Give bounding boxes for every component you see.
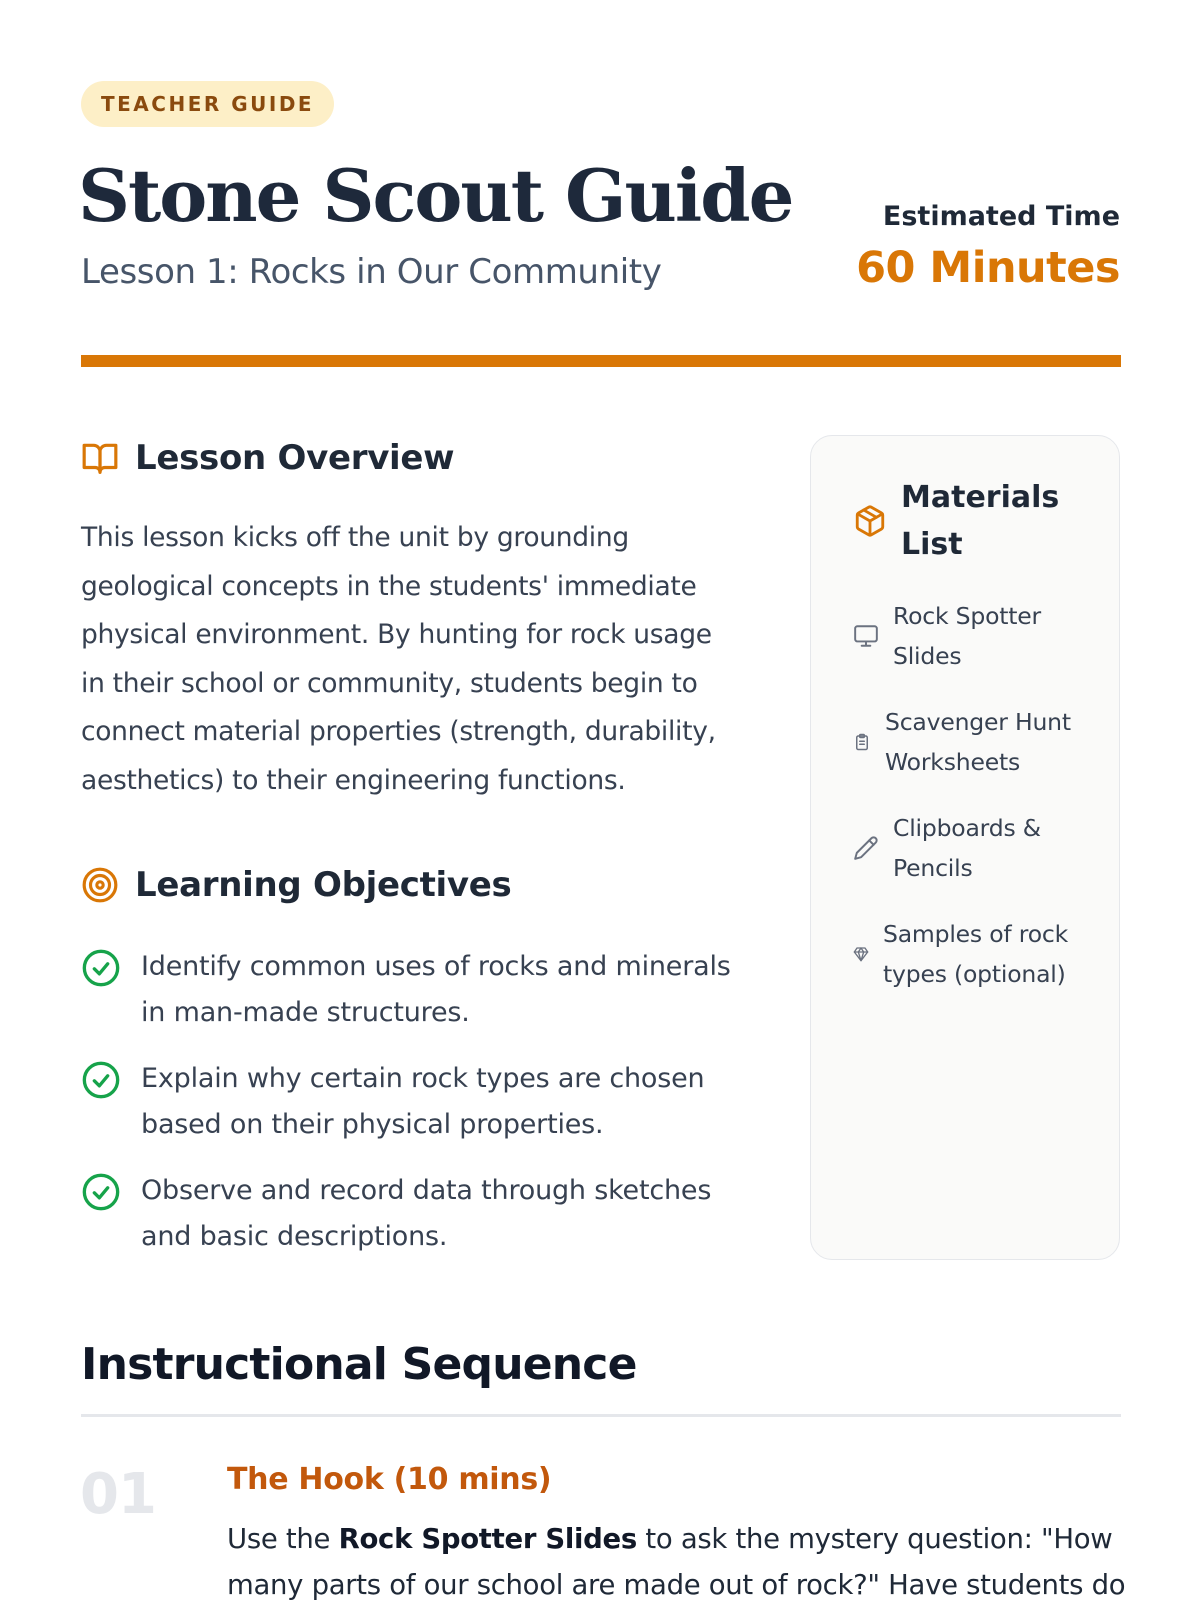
estimated-time-label: Estimated Time <box>882 201 1120 232</box>
step-body-bold: Rock Spotter Slides <box>338 1523 637 1555</box>
material-item <box>853 702 1093 782</box>
check-circle-icon <box>81 1060 121 1100</box>
step-body-suffix: to ask the mystery question: "How many parts of our school are made out of rock?" Have students do <box>227 1523 1126 1601</box>
clipboard-icon <box>853 733 871 751</box>
book-icon <box>81 439 119 477</box>
material-label: Rock Spotter Slides <box>893 602 1042 670</box>
page-title: Stone Scout Guide <box>78 153 793 238</box>
monitor-icon <box>853 623 879 649</box>
header-divider <box>81 355 1121 367</box>
sequence-divider <box>81 1414 1121 1417</box>
teacher-guide-badge: TEACHER GUIDE <box>81 81 334 127</box>
step-title: The Hook (10 mins) <box>227 1462 552 1497</box>
materials-card <box>810 435 1120 1260</box>
material-item <box>853 808 1093 888</box>
target-icon <box>81 866 119 904</box>
material-label: Scavenger Hunt Worksheets <box>885 708 1071 776</box>
check-circle-icon <box>81 1172 121 1212</box>
learning-objectives-heading <box>81 865 511 905</box>
estimated-time-value: 60 Minutes <box>856 243 1120 293</box>
objective-text: Explain why certain rock types are chosen based on their physical properties. <box>141 1063 705 1140</box>
lesson-overview-heading <box>81 438 454 478</box>
objective-text: Identify common uses of rocks and minerals in man-made structures. <box>141 951 731 1028</box>
materials-list <box>853 596 1093 1020</box>
package-icon <box>853 504 887 538</box>
instructional-sequence-heading: Instructional Sequence <box>81 1339 637 1390</box>
objective-item <box>81 944 751 1036</box>
lesson-overview-title: Lesson Overview <box>135 438 455 478</box>
material-label: Clipboards & Pencils <box>893 814 1041 882</box>
material-label: Samples of rock types (optional) <box>883 920 1069 988</box>
pencil-icon <box>853 835 879 861</box>
step-body <box>227 1516 1127 1608</box>
objective-item <box>81 1168 751 1260</box>
objectives-list <box>81 944 751 1280</box>
objective-item <box>81 1056 751 1148</box>
check-circle-icon <box>81 948 121 988</box>
material-item <box>853 596 1093 676</box>
gem-icon <box>853 946 869 962</box>
step-body-prefix: Use the <box>227 1523 339 1555</box>
materials-title: Materials List <box>901 480 1060 562</box>
materials-heading <box>853 474 1061 568</box>
step-number: 01 <box>80 1462 156 1527</box>
material-item <box>853 914 1093 994</box>
lesson-subtitle: Lesson 1: Rocks in Our Community <box>81 252 662 292</box>
learning-objectives-title: Learning Objectives <box>135 865 512 905</box>
objective-text: Observe and record data through sketches and basic descriptions. <box>141 1175 712 1252</box>
lesson-overview-text: This lesson kicks off the unit by grounding geological concepts in the students' immediate physical environment. By hunting for rock usage in their school or community, students begin to connect material properties (strength, durability, aesthetics) to their engineering functions. <box>81 522 716 796</box>
